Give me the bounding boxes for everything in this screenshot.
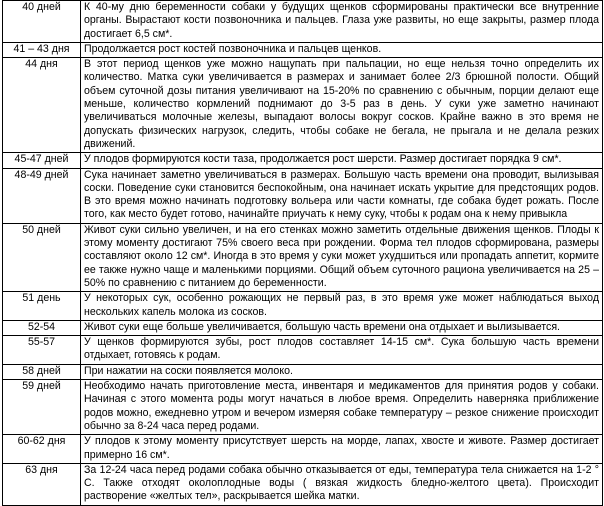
day-cell: 59 дней	[3, 380, 81, 435]
table-row	[3, 1, 603, 43]
table-row	[3, 435, 603, 464]
description-cell: У плодов к этому моменту присутствует шерсть на морде, лапах, хвосте и животе. Размер достигает примерно 16 см*.	[81, 435, 603, 464]
table-row	[3, 292, 603, 321]
day-cell: 60-62 дня	[3, 435, 81, 464]
day-cell: 63 дня	[3, 463, 81, 505]
day-cell: 50 дней	[3, 223, 81, 291]
description-cell: Живот суки еще больше увеличивается, большую часть времени она отдыхает и вылизывается.	[81, 320, 603, 335]
table-row	[3, 168, 603, 223]
table-row	[3, 153, 603, 168]
table-row	[3, 463, 603, 505]
day-cell: 58 дней	[3, 364, 81, 379]
description-cell: Сука начинает заметно увеличиваться в размерах. Большую часть времени она проводит, вылизывая соски. Поведение суки становится беспокойным, она начинает искать укрытие для предстоящих родов. В это время можно начинать подготовку вольера или части комнаты, где собака будет рожать. После того, как место будет готово, начинайте приучать к нему суку, чтобы к родам она к нему привыкла	[81, 168, 603, 223]
table-row	[3, 364, 603, 379]
description-cell: При нажатии на соски появляется молоко.	[81, 364, 603, 379]
day-cell: 55-57	[3, 336, 81, 365]
day-cell: 40 дней	[3, 1, 81, 43]
description-cell: Необходимо начать приготовление места, инвентаря и медикаментов для принятия родов у собаки. Начиная с этого момента роды могут начаться в любое время. Определить наверняка приближение родов можно, ежедневно утром и вечером измеряя собаке температуру – резкое снижение происходит обычно за 8-24 часа перед родами.	[81, 380, 603, 435]
table-row	[3, 320, 603, 335]
description-cell: У некоторых сук, особенно рожающих не первый раз, в это время уже может наблюдаться выход нескольких капель молока из сосков.	[81, 292, 603, 321]
day-cell: 48-49 дней	[3, 168, 81, 223]
table-row	[3, 58, 603, 153]
description-cell: У щенков формируются зубы, рост плодов составляет 14-15 см*. Сука большую часть времени отдыхает, готовясь к родам.	[81, 336, 603, 365]
day-cell: 51 день	[3, 292, 81, 321]
table-row	[3, 223, 603, 291]
description-cell: К 40-му дню беременности собаки у будущих щенков сформированы практически все внутренние органы. Вырастают кости позвоночника и пальцев. Глаза уже развиты, но еще закрыты, размер плода достигает 6,5 см*.	[81, 1, 603, 43]
day-cell: 44 дня	[3, 58, 81, 153]
table-row	[3, 336, 603, 365]
description-cell: У плодов формируются кости таза, продолжается рост шерсти. Размер достигает порядка 9 см*.	[81, 153, 603, 168]
description-cell: За 12-24 часа перед родами собака обычно отказывается от еды, температура тела снижается на 1-2 ° С. Также отходят околоплодные воды ( вязкая жидкость бледно-желтого цвета). Происходит растворение «желтых тел», раскрывается шейка матки.	[81, 463, 603, 505]
table-row	[3, 380, 603, 435]
day-cell: 41 – 43 дня	[3, 42, 81, 57]
day-cell: 52-54	[3, 320, 81, 335]
table-row	[3, 42, 603, 57]
description-cell: Живот суки сильно увеличен, и на его стенках можно заметить отдельные движения щенков. Плоды к этому моменту достигают 75% своего веса при рождении. Форма тел плодов сформирована, размеры составляют около 12 см*. Иногда в это время у суки может ухудшиться или пропадать аппетит, кормите ее также нужно чаще и маленькими порциями. Общий объем суточного рациона увеличивается на 25 – 50% по сравнению с питанием до беременности.	[81, 223, 603, 291]
description-cell: Продолжается рост костей позвоночника и пальцев щенков.	[81, 42, 603, 57]
pregnancy-timeline-table	[2, 0, 603, 506]
description-cell: В этот период щенков уже можно нащупать при пальпации, но еще нельзя точно определить их количество. Матка суки увеличивается в размерах и занимает более 2/3 брюшной полости. Общий объем суточной дозы питания увеличивают на 15-20% по сравнению с обычным, порции делают еще меньше, количество кормлений поднимают до 3-5 раз в день. У суки уже заметно начинают увеличиваться молочные железы, выпадают волосы вокруг сосков. Крайне важно в это время не допускать физических нагрузок, следить, чтобы собаке не бегала, не прыгала и не делала резких движений.	[81, 58, 603, 153]
day-cell: 45-47 дней	[3, 153, 81, 168]
